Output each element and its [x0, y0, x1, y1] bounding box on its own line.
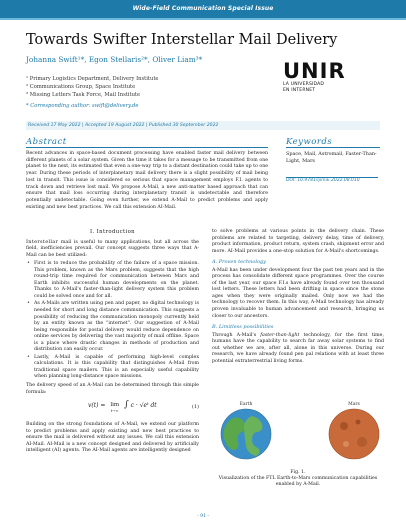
- equation-body: [88, 402, 157, 413]
- subsection-a-heading: A. Proven technology: [212, 259, 267, 266]
- equation-number: (1): [191, 404, 199, 411]
- abstract-body: Recent advances in space-based document processing have enabled faster mail delivery between different planets of a solar system. Given the time it takes for a message to be transmitted from one planet to the next, its estimated that even a one-way trip to a distant destination could take up to one year. During these periods of interplanetary mail delivery there is a slight possibility of mail being lost in transit. This issue is considered so serious that space management employs F.I. agents to track down and retrieve lost mail. We propose A-Mail, a new anti-matter based approach that can ensure that mail loss occurring during interplanetary transit is undetectable and therefore potentially undetectable. Going even further, we extend A-Mail to predict problems and apply existing and new best practices. We call this extension AI-Mail.: [26, 151, 268, 210]
- doi-link[interactable]: DOI: 10.9781/ijimai.2022.08.010: [286, 178, 360, 183]
- earth-planet-icon: [221, 409, 271, 459]
- publication-dates: Received 17 May 2022 | Accepted 19 August 2022 | Published 30 September 2022: [26, 121, 380, 130]
- equation-1: [26, 399, 199, 419]
- p3-end: technology, for the first time, humans have the capability to search far away solar systems to find out whether we are, after all, alone in this universe. During our research, we have already found pen pal relations with at least three potential extraterrestrial living forms.: [212, 332, 384, 364]
- keywords-heading: Keywords: [286, 137, 333, 147]
- affiliation-2: ² Communications Group, Space Institute: [26, 84, 136, 90]
- abstract-rule: [26, 147, 268, 148]
- logo-subtitle-2: EN INTERNET: [283, 88, 316, 93]
- keywords-rule: [286, 147, 380, 148]
- banner-accent-line: [0, 18, 406, 20]
- p3-italic: faster-than-light: [260, 332, 300, 338]
- eq-rhs: c · √eᵗ dt: [130, 402, 157, 410]
- page-number: - 91 -: [197, 514, 209, 519]
- figure-1-caption: [212, 470, 384, 489]
- author-list: Johanna Swift¹*, Egon Stellaris²*, Oliver Liam³*: [26, 55, 203, 64]
- logo-subtitle-1: LA UNIVERSIDAD: [283, 82, 325, 87]
- left-column: [26, 229, 199, 455]
- earth-label: Earth: [239, 402, 253, 407]
- integral-icon: ∫: [124, 400, 129, 411]
- introduction-heading: I. Introduction: [89, 229, 135, 235]
- after-equation-paragraph: Building on the strong foundations of A-Mail, we extend our platform to predict problems and apply existing and new best practices to ensure the mail is delivered without any issues. We call this extension AI-Mail. AI-Mail is a new concept designed and delivered by artificially intelligent (AI) agents. The AI-Mail agents are intelligently designed: [26, 422, 199, 454]
- affiliation-1: ¹ Primary Logistics Department, Delivery Institute: [26, 76, 159, 82]
- special-issue-label: Wide-Field Communication Special Issue: [132, 5, 274, 12]
- publisher-logo: [283, 60, 353, 106]
- abstract-heading: Abstract: [26, 137, 67, 147]
- affiliations: [26, 75, 159, 110]
- equation-intro: The delivery speed of an A-Mail can be determined through this simple formula:: [26, 383, 199, 395]
- mars-label: Mars: [348, 402, 360, 407]
- eq-lhs: v(t) =: [88, 402, 106, 410]
- subsection-b-heading: B. Limitless possibilities: [212, 324, 274, 331]
- eq-limit: [110, 402, 119, 413]
- figure-1: [212, 398, 384, 468]
- list-item: • As A-Mails are written using pen and paper, no digital technology is needed for short and long distance communication. This suggests a possibility of reducing the communication monopoly currently held by an entity known as the "internet". Our suggestion of A-Mail being responsible for postal delivery would reduce dependence on online services by delivering the vast majority of mail offline. Space is a place where drastic changes in methods of production and distribution can easily occur.: [26, 301, 199, 353]
- eq-lim-sub: t→∞: [110, 407, 119, 413]
- bullet-list: [26, 261, 199, 381]
- intro-text: mail is useful to many applications, but all across the field, inefficiencies prevail. Our concept suggests three ways that A-Mail can be best utilized:: [26, 239, 199, 258]
- right-paragraph-1: to solve problems at various points in the delivery chain. These problems are related to targeting, delivery delay, time of delivery, product information, product return, system crash, shipment error and more. AI-Mail provides a one-stop solution for A-Mail's shortcomings.: [212, 229, 384, 254]
- mars-planet-icon: [329, 409, 379, 459]
- drop-cap-word: Interstellar: [26, 238, 59, 245]
- list-item: • Lastly, A-Mail is capable of performing high-level complex calculations. It is this capability that distinguishes A-Mail from traditional space mailers. This is an especially useful capability when planning long-distance space missions.: [26, 355, 199, 381]
- right-column: [212, 229, 384, 365]
- keywords-list: Space, Mail, Astromail, Faster-Than-Light, Mars: [286, 151, 377, 164]
- affiliation-3: ³ Missing Letters Task Force, Mail Institute: [26, 92, 141, 98]
- figure-1-illustration: [212, 398, 384, 468]
- figure-label: Fig. 1.: [290, 470, 306, 475]
- right-paragraph-3: [212, 333, 384, 366]
- intro-paragraph: [26, 239, 199, 260]
- list-item: • First is to reduce the probability of the failure of a space mission. This problem, known as the Mars problem, suggests that the high round-trip time required for communication between Mars and Earth inhibits successful human developments on the planet. Thanks to A-Mail's faster-than-light delivery system this problem could be solved once and for all.: [26, 261, 199, 300]
- right-paragraph-2: A-Mail has been under development four the past ten years and in the process has consolidate different space programmes. Over the course of the last year, our space F.I.s have already found over ten thousand lost letters. These letters had been drifting in space since the stone ages when they were originally mailed. Only now we had the technology to recover them. In this way, A-Mail technology has already proven invaluable to human advancement and research, bringing us closer to our ancestors.: [212, 267, 384, 319]
- figure-caption-text: Visualization of the FTL Earth-to-Mars communication capabilities enabled by A-Mail.: [218, 476, 378, 488]
- eq-lim-word: lim: [110, 402, 120, 409]
- p3-start: Through A-Mail's: [212, 332, 261, 338]
- logo-wordmark: UNIR: [283, 59, 346, 83]
- corresponding-author: * Corresponding author: swift@delivery.de: [26, 103, 139, 109]
- paper-title: Towards Swifter Interstellar Mail Delivery: [26, 32, 338, 48]
